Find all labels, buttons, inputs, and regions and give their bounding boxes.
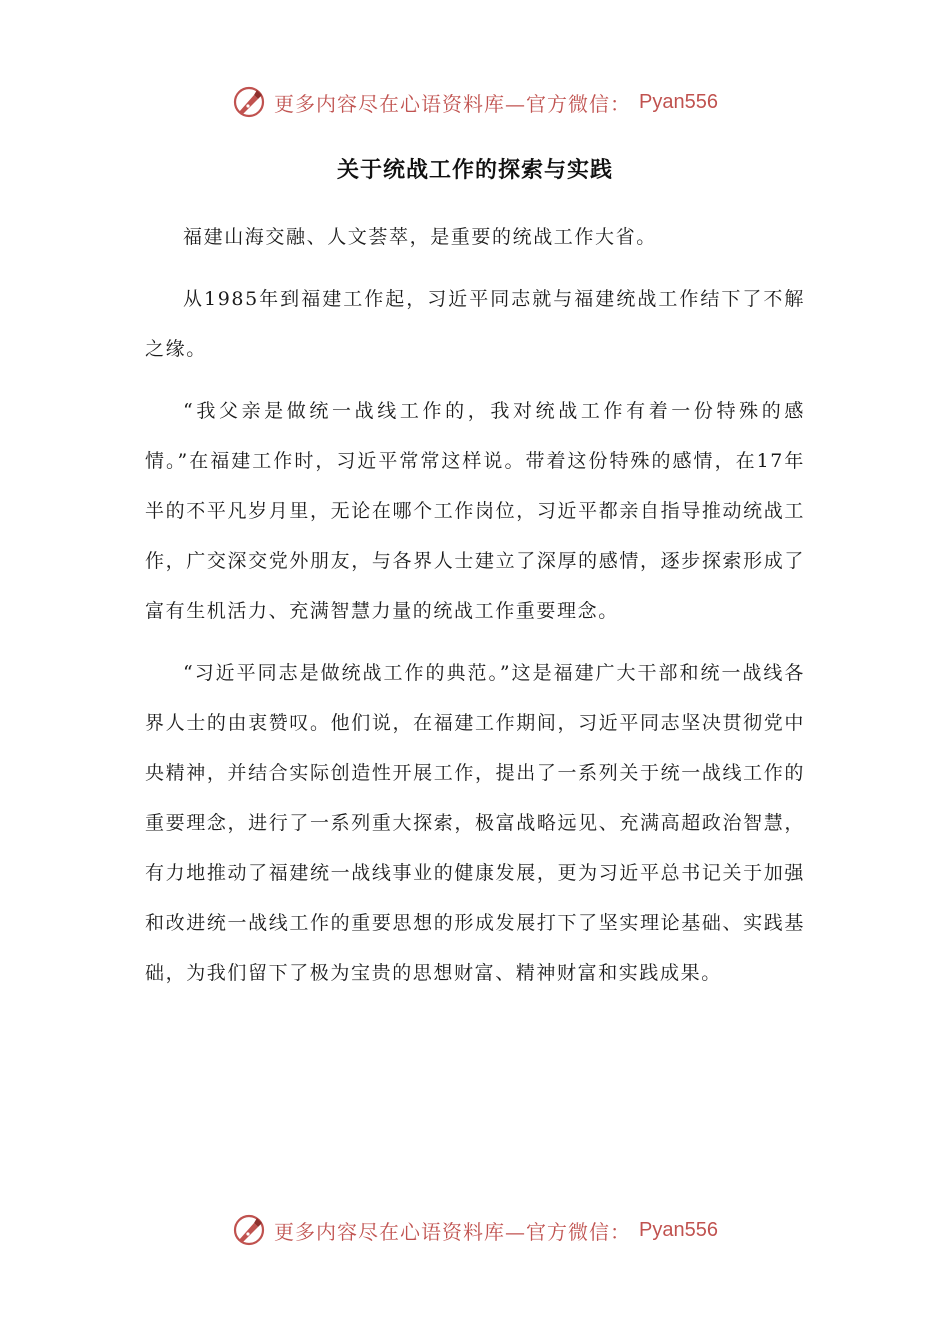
document-title: 关于统战工作的探索与实践 xyxy=(336,157,613,183)
paragraph-3: “我父亲是做统一战线工作的，我对统战工作有着一份特殊的感情。”在福建工作时，习近平常常这样说。带着这份特殊的感情，在17年半的不平凡岁月里，无论在哪个工作岗位，习近平都亲自指导推动统战工作，广交深交党外朋友，与各界人士建立了深厚的感情，逐步探索形成了富有生机活力、充满智慧力量的统战工作重要理念。 xyxy=(145,400,805,622)
banner-text: 更多内容尽在心语资料库—官方微信： xyxy=(274,1219,632,1244)
document-body xyxy=(145,212,805,998)
pen-nib-logo-icon xyxy=(232,85,266,119)
wechat-id: Pyan556 xyxy=(639,90,718,113)
header-banner xyxy=(0,80,950,124)
paragraph-2: 从1985年到福建工作起，习近平同志就与福建统战工作结下了不解之缘。 xyxy=(145,288,805,360)
footer-banner xyxy=(0,1208,950,1252)
banner-text: 更多内容尽在心语资料库—官方微信： xyxy=(274,91,632,116)
wechat-id: Pyan556 xyxy=(639,1218,718,1241)
paragraph-4: “习近平同志是做统战工作的典范。”这是福建广大干部和统一战线各界人士的由衷赞叹。他们说，在福建工作期间，习近平同志坚决贯彻党中央精神，并结合实际创造性开展工作，提出了一系列关于统一战线工作的重要理念，进行了一系列重大探索，极富战略远见、充满高超政治智慧，有力地推动了福建统一战线事业的健康发展，更为习近平总书记关于加强和改进统一战线工作的重要思想的形成发展打下了坚实理论基础、实践基础，为我们留下了极为宝贵的思想财富、精神财富和实践成果。 xyxy=(145,662,805,984)
pen-nib-logo-icon xyxy=(232,1213,266,1247)
paragraph-1: 福建山海交融、人文荟萃，是重要的统战工作大省。 xyxy=(183,226,657,248)
